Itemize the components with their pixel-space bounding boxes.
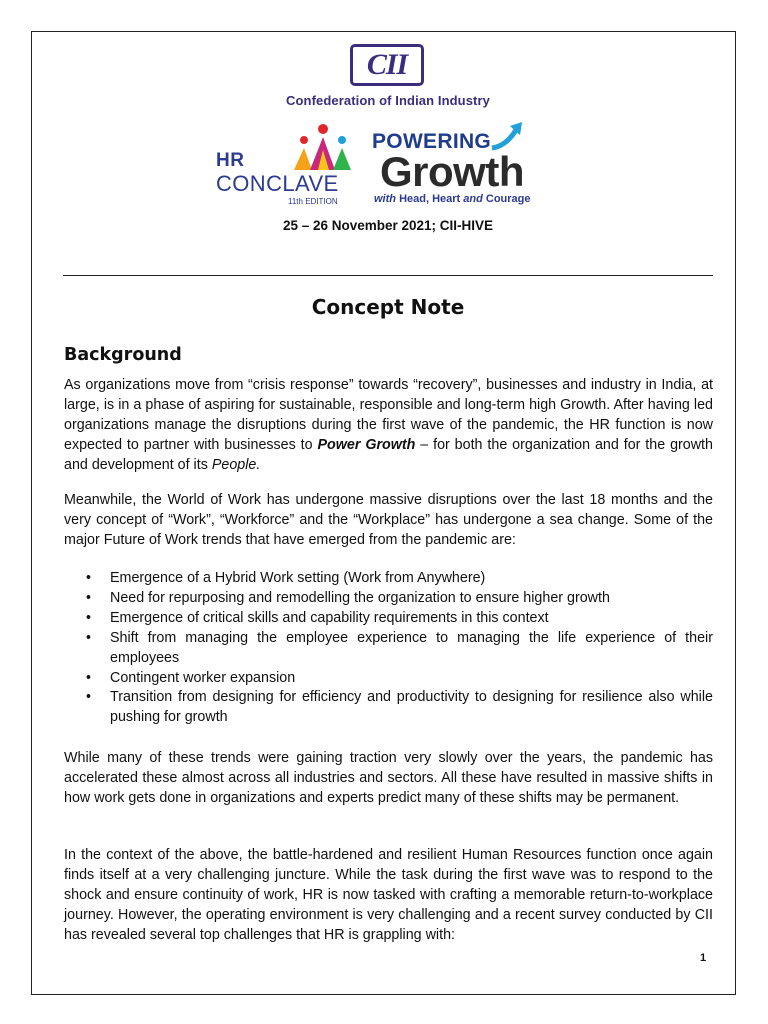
hr-logo-line2: CONCLAVE [216,171,339,196]
cii-logo-text: CII [366,48,408,81]
hr-conclave-logo [216,120,356,210]
list-item: • Transition from designing for efficiency and productivity to designing for resilience also while pushing for growth [86,689,713,726]
trends-list [64,569,713,728]
cii-logo [350,44,424,86]
paragraph-2: Meanwhile, the World of Work has undergone massive disruptions over the last 18 months and the very concept of “Work”, “Workforce” and the “Workplace” has undergone a sea change. Some of the major Future of Work trends that have emerged from the pandemic are: [64,492,714,548]
people-figures-icon [290,120,356,178]
hr-logo-edition: 11th EDITION [288,197,338,206]
bullet-icon: • [86,570,92,586]
hr-logo-line1: HR [216,150,245,171]
header-divider [63,275,713,276]
bullet-icon: • [86,609,92,626]
organization-name: Confederation of Indian Industry [286,93,490,108]
list-item: • Emergence of critical skills and capability requirements in this context [64,609,713,629]
list-item: • Contingent worker expansion [64,669,713,689]
theme-logo-line2: Growth [380,148,524,195]
theme-logo-line1: POWERING [372,130,492,153]
list-item: • Shift from managing the employee experience to managing the life experience of their employees [86,629,713,666]
section-heading: Background [64,345,182,365]
page-number: 1 [700,952,707,964]
powering-growth-logo [372,120,572,210]
bullet-icon: • [86,669,92,686]
paragraph-1: As organizations move from “crisis response” towards “recovery”, businesses and industry in India, at large, is in a phase of aspiring for sustainable, responsible and long-term high Growth. After having led organizations manage the disruptions during the first wave of the pandemic, the HR function is now expected to partner with businesses to Power Growth – for both the organization and for the growth and development of its People. [64,377,713,473]
bullet-icon: • [86,689,92,706]
bullet-icon: • [86,589,92,606]
theme-logo-tagline: with Head, Heart and Courage [374,193,531,205]
paragraph-4: In the context of the above, the battle-hardened and resilient Human Resources function once again finds itself at a very challenging juncture. While the task during the first wave was to respond to the shock and ensure continuity of work, HR is now tasked with crafting a memorable return-to-workplace journey. However, the operating environment is very challenging and a recent survey conducted by CII has revealed several top challenges that HR is grappling with: [64,847,713,943]
document-title: Concept Note [311,295,465,319]
list-item: • Need for repurposing and remodelling the organization to ensure higher growth [64,589,713,609]
list-item: • Emergence of a Hybrid Work setting (Work from Anywhere) [64,569,713,589]
bullet-icon: • [86,629,92,646]
event-date: 25 – 26 November 2021; CII-HIVE [282,218,494,233]
paragraph-3: While many of these trends were gaining traction very slowly over the years, the pandemic has accelerated these almost across all industries and sectors. All these have resulted in massive shifts in how work gets done in organizations and experts predict many of these shifts may be permanent. [64,750,713,806]
